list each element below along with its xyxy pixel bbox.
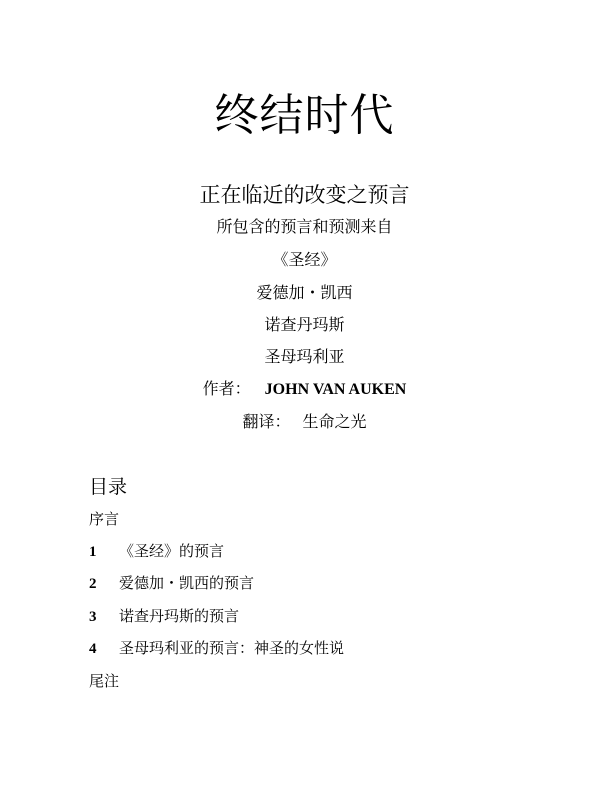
toc-item-number: 2	[89, 576, 97, 592]
toc-item-label: 诺查丹玛斯的预言	[119, 607, 240, 625]
toc-item	[89, 572, 254, 595]
toc-item-label: 《圣经》的预言	[119, 542, 225, 560]
author-name: JOHN VAN AUKEN	[264, 381, 407, 398]
toc-item-label: 圣母玛利亚的预言：神圣的女性说	[119, 639, 345, 657]
source-mary: 圣母玛利亚	[264, 347, 345, 366]
toc-item-number: 1	[89, 544, 97, 560]
toc-item-label: 爱德加・凯西的预言	[119, 574, 255, 592]
translator-line	[0, 411, 609, 433]
source-bible: 《圣经》	[272, 250, 337, 269]
toc-item-preface: 序言	[89, 510, 120, 528]
toc-item	[89, 540, 224, 563]
toc-item	[89, 637, 344, 660]
author-line	[0, 378, 609, 401]
document-title: 终结时代	[214, 90, 395, 141]
toc-item-number: 4	[89, 641, 97, 657]
source-nostradamus: 诺查丹玛斯	[264, 315, 345, 334]
author-label: 作者：	[202, 379, 251, 398]
toc-heading: 目录	[89, 476, 128, 498]
source-cayce: 爱德加・凯西	[256, 283, 353, 302]
sources-intro: 所包含的预言和预测来自	[216, 217, 393, 236]
toc-item	[89, 605, 239, 628]
translator-label: 翻译：	[242, 412, 291, 431]
document-subtitle: 正在临近的改变之预言	[199, 183, 410, 207]
toc-item-endnotes: 尾注	[89, 672, 120, 690]
toc-item-number: 3	[89, 609, 97, 625]
translator-name: 生命之光	[302, 412, 367, 431]
